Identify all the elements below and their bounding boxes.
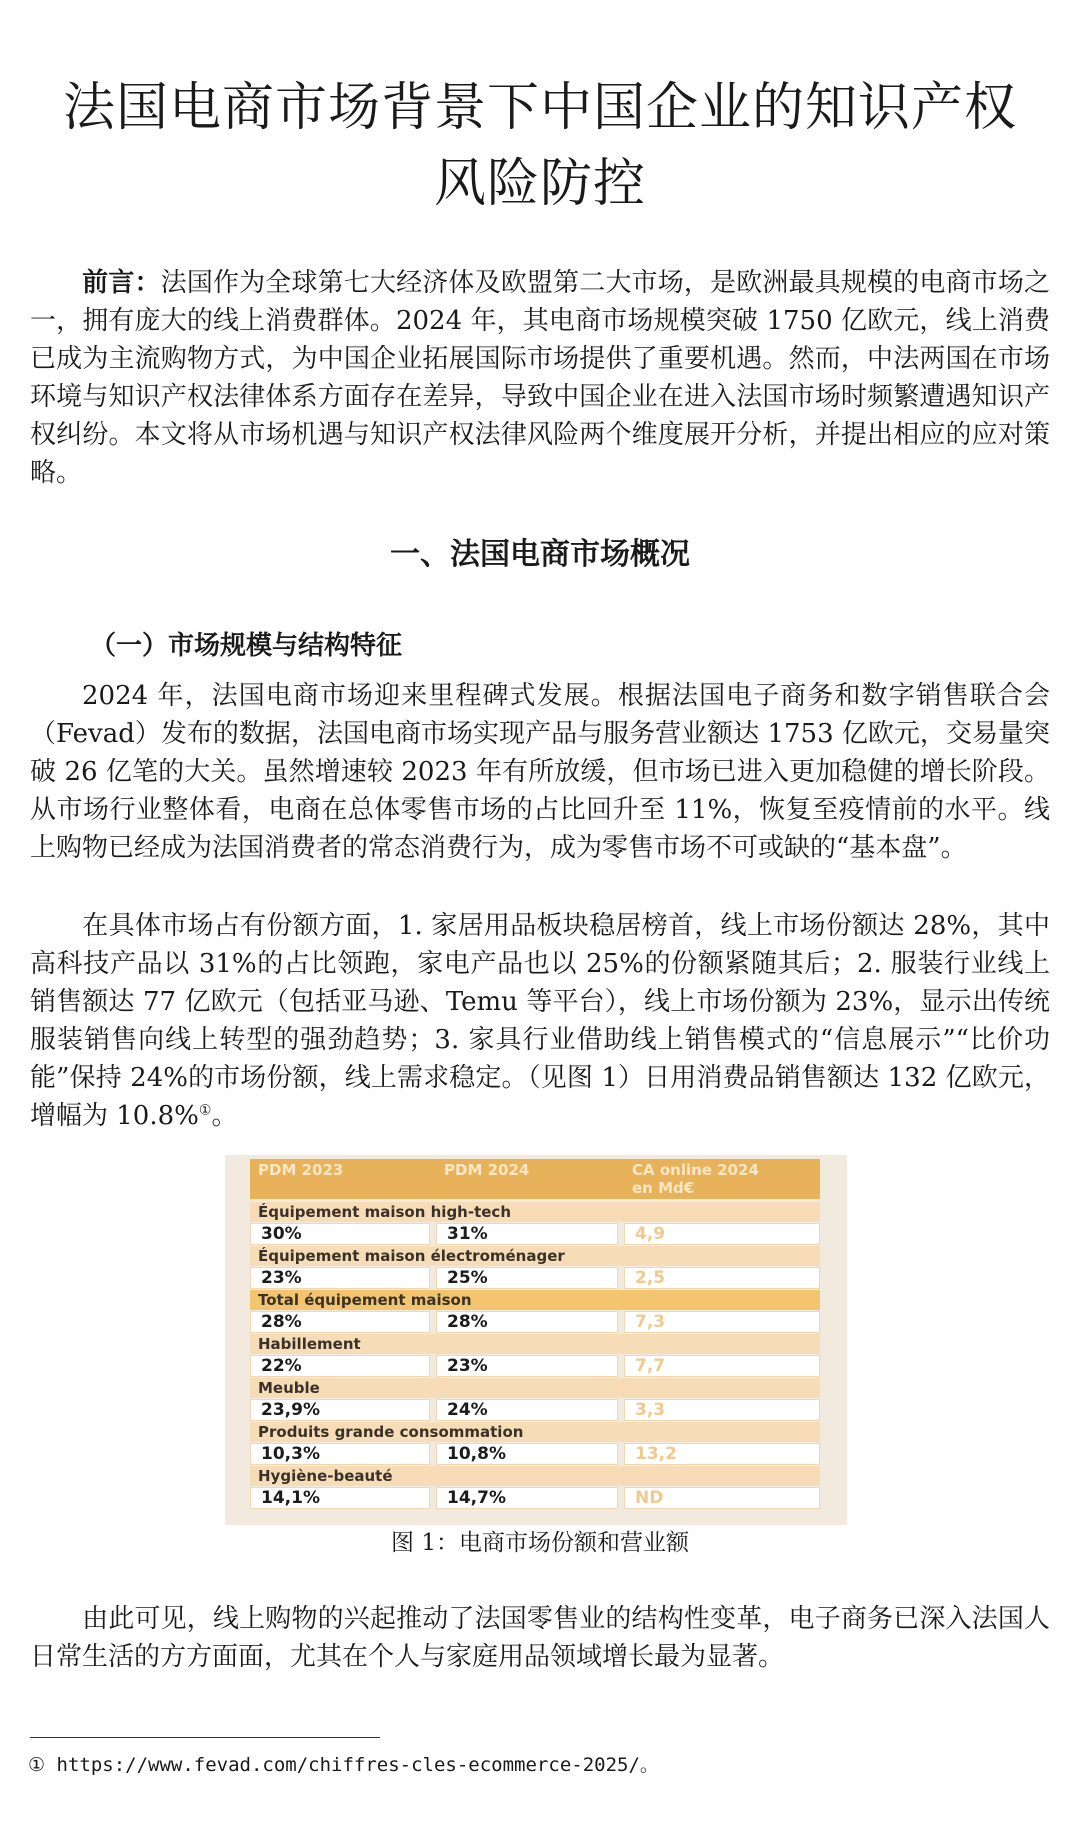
preface-label: 前言： (82, 268, 161, 298)
row-values (250, 1222, 820, 1246)
row-values (250, 1266, 820, 1290)
header-pdm-2024: PDM 2024 (444, 1161, 530, 1179)
table-row (250, 1466, 820, 1510)
cell-pdm-2024: 24% (436, 1399, 618, 1421)
figure-header (250, 1159, 820, 1199)
title-line-2: 风险防控 (433, 154, 646, 214)
body-paragraph-3 (30, 1600, 1050, 1676)
body-paragraph-2 (30, 907, 1050, 1135)
row-values (250, 1310, 820, 1334)
footnote-marker: ① (28, 1754, 46, 1776)
footnote-ref[interactable]: ① (198, 1102, 212, 1119)
row-category: Équipement maison high-tech (250, 1202, 820, 1222)
table-row (250, 1246, 820, 1290)
table-row (250, 1290, 820, 1334)
figure-caption: 图 1：电商市场份额和营业额 (391, 1530, 689, 1556)
row-category: Hygiène-beauté (250, 1466, 820, 1486)
cell-pdm-2024: 31% (436, 1223, 618, 1245)
paragraph-1-text: 2024 年，法国电商市场迎来里程碑式发展。根据法国电子商务和数字销售联合会（Fevad）发布的数据，法国电商市场实现产品与服务营业额达 1753 亿欧元，交易量突破 26 亿笔的大关。虽然增速较 2023 年有所放缓，但市场已进入更加稳健的增长阶段。从市场行业整体看，电商在总体零售市场的占比回升至 11%，恢复至疫情前的水平。线上购物已经成为法国消费者的常态消费行为，成为零售市场不可或缺的“基本盘”。 (30, 681, 1050, 863)
cell-pdm-2024: 14,7% (436, 1487, 618, 1509)
table-row (250, 1422, 820, 1466)
header-ca-unit: en Md€ (632, 1179, 695, 1197)
paragraph-2-end: 。 (211, 1101, 238, 1131)
row-values (250, 1354, 820, 1378)
cell-ca-online: 3,3 (624, 1399, 820, 1421)
row-category: Meuble (250, 1378, 820, 1398)
preface-paragraph (30, 264, 1050, 492)
cell-pdm-2024: 10,8% (436, 1443, 618, 1465)
row-category: Produits grande consommation (250, 1422, 820, 1442)
paragraph-2-text: 在具体市场占有份额方面，1. 家居用品板块稳居榜首，线上市场份额达 28%，其中高科技产品以 31%的占比领跑，家电产品也以 25%的份额紧随其后；2. 服装行业线上销售额达 77 亿欧元（包括亚马逊、Temu 等平台），线上市场份额为 23%，显示出传统服装销售向线上转型的强劲趋势；3. 家具行业借助线上销售模式的“信息展示”“比价功能”保持 24%的市场份额，线上需求稳定。（见图 1）日用消费品销售额达 132 亿欧元，增幅为 10.8% (30, 911, 1050, 1131)
cell-pdm-2024: 25% (436, 1267, 618, 1289)
cell-ca-online: ND (624, 1487, 820, 1509)
section-heading: 一、法国电商市场概况 (390, 537, 690, 572)
row-values (250, 1486, 820, 1510)
cell-pdm-2023: 28% (250, 1311, 430, 1333)
row-values (250, 1442, 820, 1466)
cell-ca-online: 13,2 (624, 1443, 820, 1465)
cell-ca-online: 7,3 (624, 1311, 820, 1333)
market-share-figure (225, 1155, 847, 1525)
row-category: Équipement maison électroménager (250, 1246, 820, 1266)
cell-pdm-2023: 30% (250, 1223, 430, 1245)
cell-pdm-2023: 10,3% (250, 1443, 430, 1465)
header-ca-online: CA online 2024 (632, 1161, 759, 1179)
table-row (250, 1334, 820, 1378)
body-paragraph-1 (30, 677, 1050, 867)
cell-pdm-2023: 23% (250, 1267, 430, 1289)
cell-pdm-2023: 22% (250, 1355, 430, 1377)
cell-ca-online: 2,5 (624, 1267, 820, 1289)
document-title (30, 70, 1050, 222)
table-row (250, 1202, 820, 1246)
header-pdm-2023: PDM 2023 (258, 1161, 344, 1179)
title-line-1: 法国电商市场背景下中国企业的知识产权 (62, 78, 1017, 138)
footnote (28, 1751, 659, 1779)
footnote-url[interactable]: https://www.fevad.com/chiffres-cles-ecommerce-2025/。 (56, 1754, 659, 1776)
paragraph-3-text: 由此可见，线上购物的兴起推动了法国零售业的结构性变革，电子商务已深入法国人日常生活的方方面面，尤其在个人与家庭用品领域增长最为显著。 (30, 1604, 1050, 1672)
subsection-heading: （一）市场规模与结构特征 (90, 631, 403, 661)
footnote-divider (30, 1737, 380, 1738)
table-row (250, 1378, 820, 1422)
cell-ca-online: 7,7 (624, 1355, 820, 1377)
cell-pdm-2023: 23,9% (250, 1399, 430, 1421)
cell-ca-online: 4,9 (624, 1223, 820, 1245)
row-values (250, 1398, 820, 1422)
cell-pdm-2023: 14,1% (250, 1487, 430, 1509)
row-category: Habillement (250, 1334, 820, 1354)
preface-text: 法国作为全球第七大经济体及欧盟第二大市场，是欧洲最具规模的电商市场之一，拥有庞大的线上消费群体。2024 年，其电商市场规模突破 1750 亿欧元，线上消费已成为主流购物方式，为中国企业拓展国际市场提供了重要机遇。然而，中法两国在市场环境与知识产权法律体系方面存在差异，导致中国企业在进入法国市场时频繁遭遇知识产权纠纷。本文将从市场机遇与知识产权法律风险两个维度展开分析，并提出相应的应对策略。 (30, 268, 1050, 488)
cell-pdm-2024: 23% (436, 1355, 618, 1377)
cell-pdm-2024: 28% (436, 1311, 618, 1333)
row-category: Total équipement maison (250, 1290, 820, 1310)
